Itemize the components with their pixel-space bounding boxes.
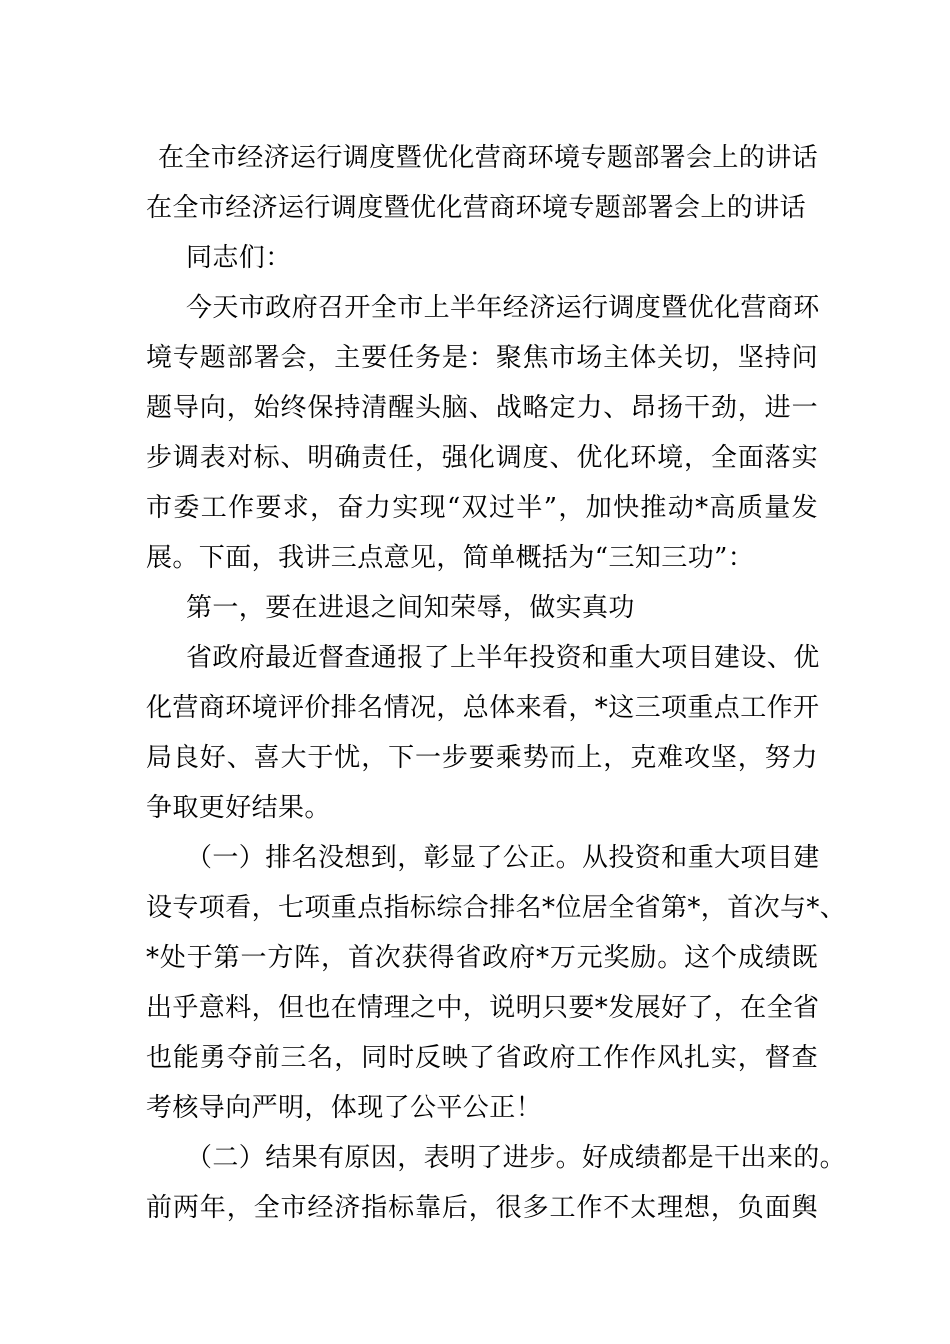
paragraph-1-line: 境专题部署会，主要任务是：聚焦市场主体关切，坚持问 — [146, 343, 818, 373]
greeting: 同志们： — [186, 243, 292, 273]
paragraph-1-line: 题导向，始终保持清醒头脑、战略定力、昂扬干劲，进一 — [146, 393, 818, 423]
document-body — [146, 133, 847, 1233]
paragraph-2-line: 省政府最近督查通报了上半年投资和重大项目建设、优 — [186, 643, 820, 673]
paragraph-3-line: 考核导向严明，体现了公平公正！ — [146, 1093, 543, 1123]
paragraph-1-line: 步调表对标、明确责任，强化调度、优化环境，全面落实 — [146, 443, 818, 473]
paragraph-4-line: （二）结果有原因，表明了进步。好成绩都是干出来的。 — [186, 1143, 847, 1173]
paragraph-1-line: 展。下面，我讲三点意见，简单概括为“三知三功”： — [146, 543, 755, 573]
paragraph-3-line: 也能勇夺前三名，同时反映了省政府工作作风扎实，督查 — [146, 1043, 818, 1073]
paragraph-2-line: 局良好、喜大于忧，下一步要乘势而上，克难攻坚，努力 — [146, 743, 818, 773]
paragraph-3-line: *处于第一方阵，首次获得省政府*万元奖励。这个成绩既 — [146, 943, 818, 973]
document-subtitle: 在全市经济运行调度暨优化营商环境专题部署会上的讲话 — [146, 193, 807, 223]
paragraph-2-line: 化营商环境评价排名情况，总体来看，*这三项重点工作开 — [146, 693, 820, 723]
paragraph-3-line: （一）排名没想到，彰显了公正。从投资和重大项目建 — [186, 843, 820, 873]
paragraph-4-line: 前两年，全市经济指标靠后，很多工作不太理想，负面舆 — [146, 1193, 818, 1223]
section-heading: 第一，要在进退之间知荣辱，做实真功 — [186, 593, 635, 623]
paragraph-2-line: 争取更好结果。 — [146, 793, 331, 823]
paragraph-1-line: 今天市政府召开全市上半年经济运行调度暨优化营商环 — [186, 293, 820, 323]
paragraph-3-line: 出乎意料，但也在情理之中，说明只要*发展好了，在全省 — [146, 993, 820, 1023]
paragraph-1-line: 市委工作要求，奋力实现“双过半”，加快推动*高质量发 — [146, 493, 818, 523]
paragraph-3-line: 设专项看，七项重点指标综合排名*位居全省第*，首次与*、 — [146, 893, 847, 923]
document-title: 在全市经济运行调度暨优化营商环境专题部署会上的讲话 — [158, 143, 819, 173]
